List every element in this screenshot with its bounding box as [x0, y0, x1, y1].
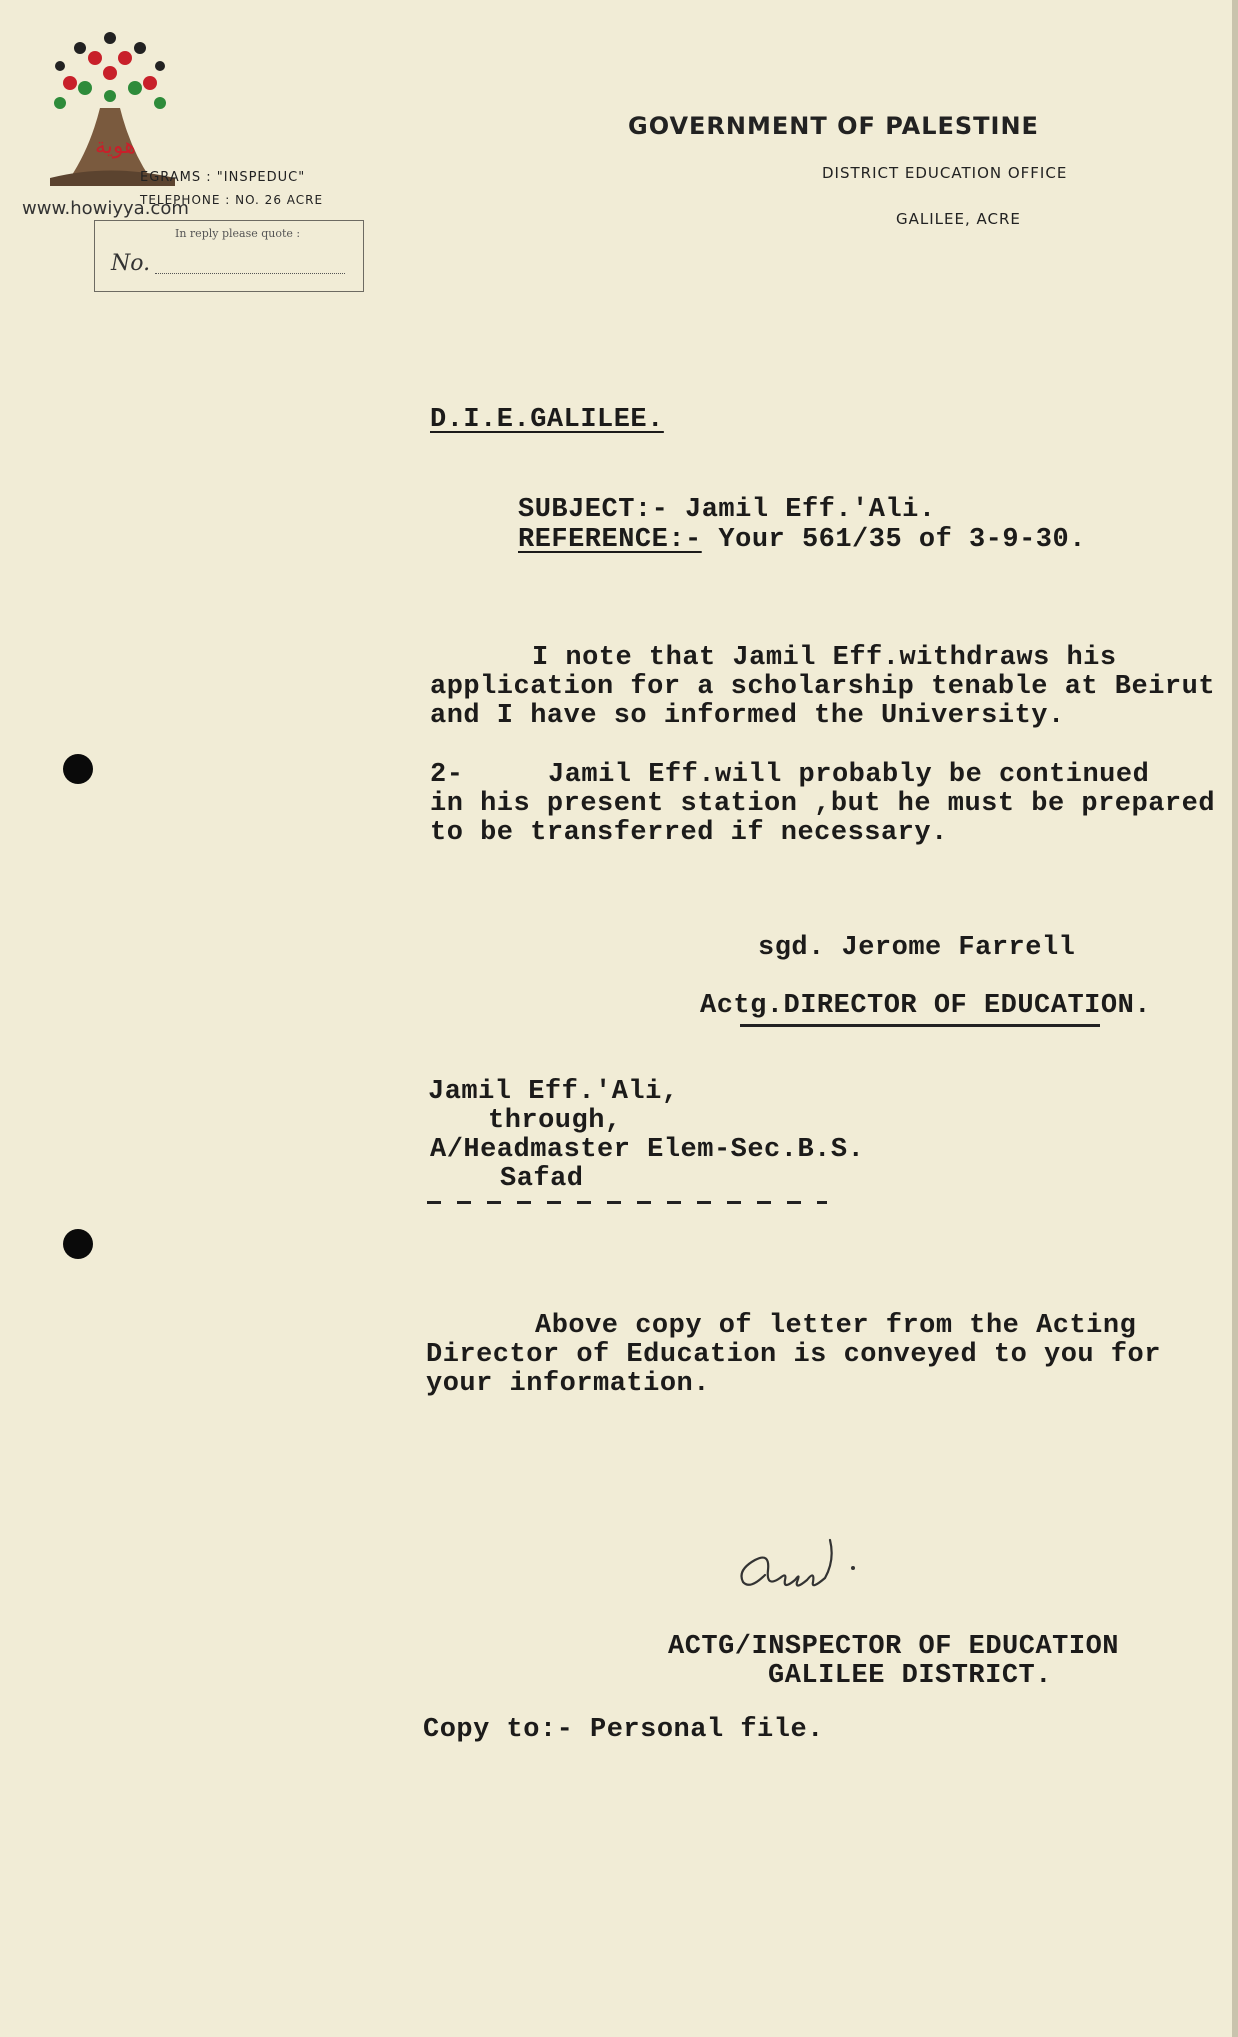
- paragraph-2-number: 2-: [430, 760, 464, 790]
- reply-number-line: [155, 273, 345, 274]
- paragraph-1-line: application for a scholarship tenable at Beirut: [430, 672, 1216, 702]
- reply-hint: In reply please quote :: [175, 227, 301, 240]
- paragraph-1-line: and I have so informed the University.: [430, 701, 1065, 731]
- recipient-line: Jamil Eff.'Ali,: [428, 1077, 679, 1107]
- handwritten-initials-signature: [735, 1530, 865, 1600]
- subject-line: SUBJECT:- Jamil Eff.'Ali.: [518, 495, 936, 525]
- recipient-line: A/Headmaster Elem-Sec.B.S.: [430, 1135, 865, 1165]
- svg-text:هوية: هوية: [95, 134, 136, 159]
- location-heading: GALILEE, ACRE: [896, 210, 1021, 228]
- office-heading: DISTRICT EDUCATION OFFICE: [822, 164, 1068, 182]
- dashed-separator: [427, 1196, 827, 1206]
- paragraph-2-line: to be transferred if necessary.: [430, 818, 948, 848]
- signed-by: sgd. Jerome Farrell: [758, 933, 1076, 963]
- signer-title: Actg.DIRECTOR OF EDUCATION.: [700, 991, 1151, 1021]
- inspector-title: ACTG/INSPECTOR OF EDUCATION: [668, 1632, 1119, 1662]
- punch-hole: [63, 754, 93, 784]
- telephone-line: TELEPHONE : NO. 26 ACRE: [140, 193, 324, 207]
- recipient-line: Safad: [500, 1164, 584, 1194]
- paragraph-1-line: I note that Jamil Eff.withdraws his: [532, 643, 1117, 673]
- telegrams-line: EGRAMS : "INSPEDUC": [140, 170, 306, 185]
- reference-label: REFERENCE:-: [518, 525, 702, 555]
- paragraph-2-line: Jamil Eff.will probably be continued: [548, 760, 1150, 790]
- inspector-district: GALILEE DISTRICT.: [768, 1661, 1052, 1691]
- copy-to-line: Copy to:- Personal file.: [423, 1715, 824, 1745]
- punch-hole: [63, 1229, 93, 1259]
- reference-value: Your 561/35 of 3-9-30.: [701, 525, 1086, 555]
- reply-reference-box: [94, 220, 364, 292]
- reply-number-label: No.: [111, 251, 151, 276]
- signer-title-underline: [740, 1024, 1100, 1027]
- reference-line: [518, 525, 1086, 555]
- paragraph-2-line: in his present station ,but he must be prepared: [430, 789, 1216, 819]
- note-line: your information.: [426, 1369, 710, 1399]
- watermark-url: www.howiyya.com: [22, 198, 189, 219]
- recipient-line: through,: [488, 1106, 622, 1136]
- addressee: D.I.E.GALILEE.: [430, 405, 664, 435]
- note-line: Above copy of letter from the Acting: [535, 1311, 1137, 1341]
- government-heading: GOVERNMENT OF PALESTINE: [628, 112, 1039, 140]
- note-line: Director of Education is conveyed to you for: [426, 1340, 1161, 1370]
